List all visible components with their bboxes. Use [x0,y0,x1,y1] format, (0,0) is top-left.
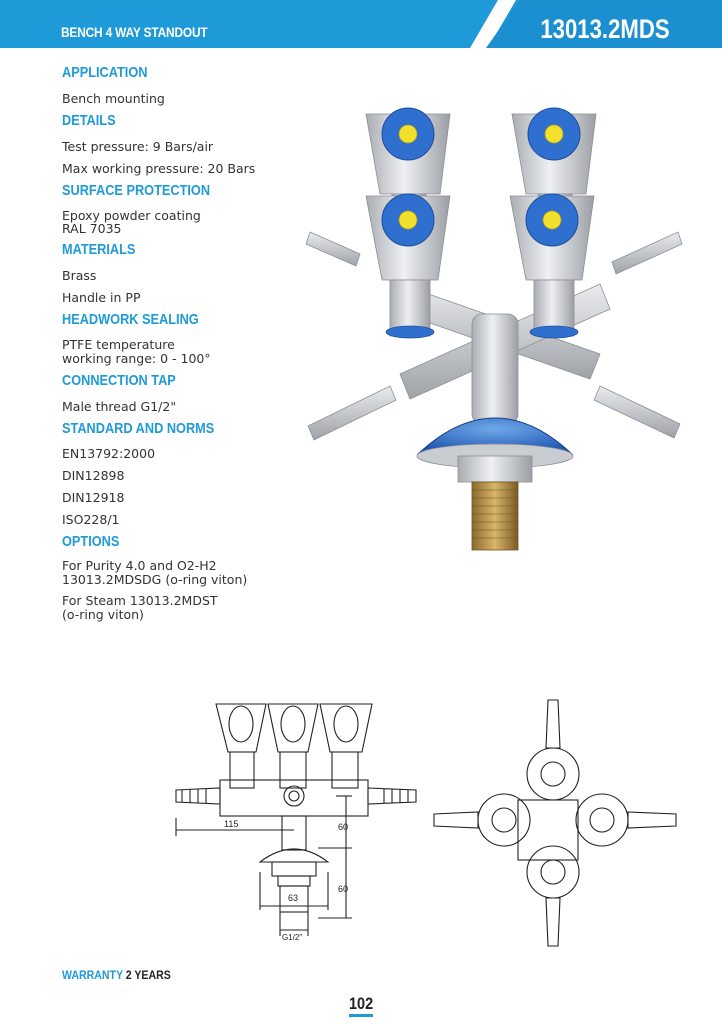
page-number: 102 [349,994,374,1013]
section-heading-materials: MATERIALS [62,241,136,258]
warranty-value: 2 YEARS [125,968,171,982]
spec-line: DIN12918 [62,490,125,505]
section-heading-headwork-sealing: HEADWORK SEALING [62,311,199,328]
hose-nozzle [308,386,396,440]
dimension-label: 63 [288,893,299,903]
spec-line: Max working pressure: 20 Bars [62,161,256,176]
spec-list [62,64,302,622]
spec-line: working range: 0 - 100° [62,351,211,366]
hose-nozzle [594,386,680,438]
drawing-handle-top [576,794,628,846]
drawing-handle [268,704,318,752]
threaded-connector [472,482,518,550]
warranty-note [62,968,171,982]
spec-line: (o-ring viton) [62,607,144,622]
drawing-handle-top [527,748,579,800]
drawing-handle [320,704,372,752]
technical-drawing [168,696,688,952]
warranty-label: WARRANTY [62,968,123,982]
spec-line: Test pressure: 9 Bars/air [62,139,214,154]
spec-line: EN13792:2000 [62,446,156,461]
section-heading-standard-and-norms: STANDARD AND NORMS [62,420,215,437]
spec-line: Handle in PP [62,290,141,305]
product-code: 13013.2MDS [540,14,670,44]
hose-nozzle [612,232,682,274]
spec-line: For Purity 4.0 and O2-H2 [62,558,217,573]
spec-line: 13013.2MDSDG (o-ring viton) [62,572,248,587]
drawing-handle-top [527,846,579,898]
spec-line: RAL 7035 [62,221,122,236]
drawing-handle-top [478,794,530,846]
spec-line: For Steam 13013.2MDST [62,593,218,608]
section-heading-options: OPTIONS [62,533,120,550]
product-title: BENCH 4 WAY STANDOUT [61,24,208,40]
drawing-handle [216,704,266,752]
spec-line: DIN12898 [62,468,125,483]
section-heading-surface-protection: SURFACE PROTECTION [62,182,211,199]
dimension-label: 60 [338,822,349,832]
section-heading-application: APPLICATION [62,64,148,81]
spec-line: Male thread G1/2" [62,399,177,414]
spec-line: ISO228/1 [62,512,120,527]
base-flange [417,418,573,482]
spec-line: Epoxy powder coating [62,208,201,223]
page-number-underline [349,1014,373,1017]
dimension-label: G1/2" [282,933,303,942]
section-heading-connection-tap: CONNECTION TAP [62,372,176,389]
spec-line: Brass [62,268,97,283]
dimension-label: 115 [224,819,239,829]
section-heading-details: DETAILS [62,112,116,129]
spec-line: PTFE temperature [62,337,175,352]
spec-line: Bench mounting [62,91,165,106]
hose-nozzle [306,232,360,266]
product-illustration [300,104,700,554]
dimension-label: 60 [338,884,349,894]
